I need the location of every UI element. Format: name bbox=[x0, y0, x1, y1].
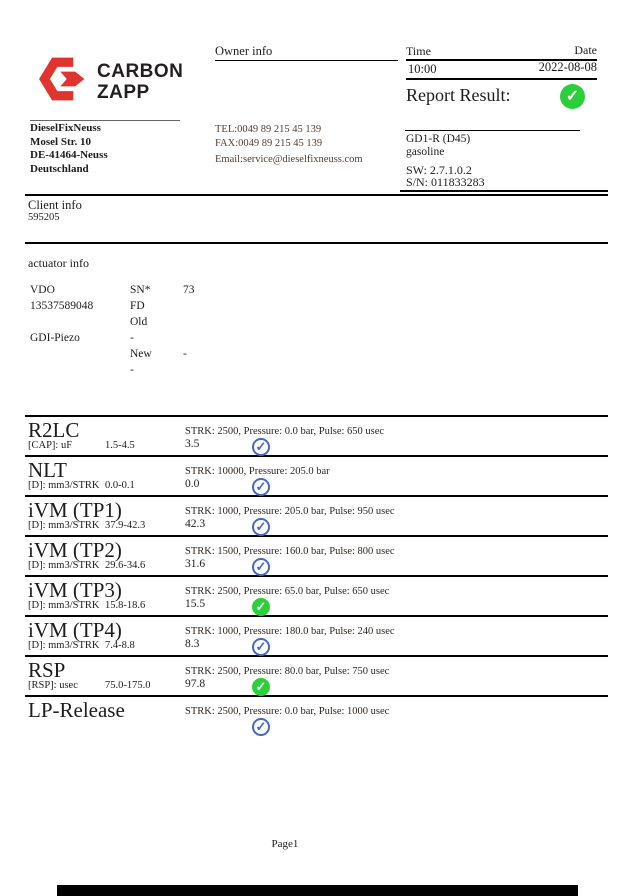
test-value: 0.0 bbox=[185, 478, 200, 490]
test-row bbox=[25, 537, 608, 577]
owner-name: DieselFixNeuss bbox=[30, 122, 101, 134]
actuator-col2: FD bbox=[130, 300, 145, 312]
pass-check-icon bbox=[252, 718, 270, 736]
owner-street: Mosel Str. 10 bbox=[30, 135, 92, 148]
actuator-row bbox=[30, 298, 330, 314]
actuator-info-label: actuator info bbox=[28, 256, 89, 270]
test-row bbox=[25, 617, 608, 657]
logo-wordmark: CARBON ZAPP bbox=[97, 60, 184, 103]
machine-info-bottom-line bbox=[400, 190, 608, 192]
report-result-label: Report Result: bbox=[406, 85, 511, 105]
test-value: 8.3 bbox=[185, 638, 200, 650]
test-value: 31.6 bbox=[185, 558, 206, 570]
test-parameters: STRK: 2500, Pressure: 0.0 bar, Pulse: 650 usec bbox=[185, 426, 385, 437]
test-value: 42.3 bbox=[185, 518, 206, 530]
actuator-col3: 73 bbox=[183, 284, 195, 296]
test-range: 15.8-18.6 bbox=[105, 600, 146, 611]
header-underline bbox=[406, 78, 597, 80]
owner-tel: TEL:0049 89 215 45 139 bbox=[215, 124, 322, 135]
actuator-col1: GDI-Piezo bbox=[30, 332, 80, 344]
actuator-row bbox=[30, 330, 330, 346]
client-info-label: Client info bbox=[28, 198, 82, 212]
test-row bbox=[25, 457, 608, 497]
test-name: iVM (TP1) bbox=[28, 498, 122, 522]
pass-check-icon bbox=[252, 678, 270, 696]
machine-software-version: SW: 2.7.1.0.2 bbox=[406, 163, 472, 177]
test-unit-label: [CAP]: uF bbox=[28, 440, 73, 451]
time-value: 10:00 bbox=[408, 62, 437, 76]
test-row bbox=[25, 657, 608, 697]
test-unit-label: [D]: mm3/STRK bbox=[28, 480, 100, 491]
test-range: 29.6-34.6 bbox=[105, 560, 146, 571]
test-unit-label: [D]: mm3/STRK bbox=[28, 520, 100, 531]
owner-email: Email:service@dieselfixneuss.com bbox=[215, 154, 363, 165]
test-value: 3.5 bbox=[185, 438, 200, 450]
test-name: iVM (TP4) bbox=[28, 618, 122, 642]
test-name: RSP bbox=[28, 658, 66, 682]
test-name: iVM (TP3) bbox=[28, 578, 122, 602]
test-name: R2LC bbox=[28, 418, 80, 442]
machine-info-top-line bbox=[405, 130, 580, 131]
test-parameters: STRK: 1500, Pressure: 160.0 bar, Pulse: 800 usec bbox=[185, 546, 395, 557]
pass-check-icon bbox=[252, 478, 270, 496]
actuator-col3: - bbox=[183, 348, 187, 360]
time-label: Time bbox=[406, 44, 431, 58]
test-row bbox=[25, 697, 608, 747]
test-name: LP-Release bbox=[28, 698, 125, 722]
test-parameters: STRK: 10000, Pressure: 205.0 bar bbox=[185, 466, 330, 477]
client-id: 595205 bbox=[28, 212, 60, 223]
test-range: 7.4-8.8 bbox=[105, 640, 135, 651]
actuator-row bbox=[30, 346, 330, 362]
test-parameters: STRK: 2500, Pressure: 0.0 bar, Pulse: 1000 usec bbox=[185, 706, 390, 717]
machine-model: GD1-R (D45) bbox=[406, 133, 471, 145]
test-row bbox=[25, 417, 608, 457]
page-number: Page1 bbox=[271, 838, 299, 850]
test-parameters: STRK: 1000, Pressure: 205.0 bar, Pulse: 950 usec bbox=[185, 506, 395, 517]
test-value: 15.5 bbox=[185, 598, 206, 610]
date-label: Date bbox=[574, 43, 597, 57]
report-result-check-icon bbox=[560, 84, 585, 109]
owner-country: Deutschland bbox=[30, 162, 89, 175]
test-parameters: STRK: 2500, Pressure: 80.0 bar, Pulse: 750 usec bbox=[185, 666, 390, 677]
actuator-col2: - bbox=[130, 364, 134, 376]
machine-serial-number: S/N: 011833283 bbox=[406, 175, 485, 189]
test-row bbox=[25, 497, 608, 537]
client-section-bottom-line bbox=[25, 242, 608, 244]
bottom-bar bbox=[57, 885, 578, 896]
actuator-grid bbox=[30, 282, 330, 378]
actuator-col1: 13537589048 bbox=[30, 300, 94, 312]
test-range: 75.0-175.0 bbox=[105, 680, 151, 691]
actuator-row bbox=[30, 282, 330, 298]
pass-check-icon bbox=[252, 598, 270, 616]
test-range: 37.9-42.3 bbox=[105, 520, 146, 531]
test-name: NLT bbox=[28, 458, 67, 482]
test-row bbox=[25, 577, 608, 617]
test-parameters: STRK: 2500, Pressure: 65.0 bar, Pulse: 650 usec bbox=[185, 586, 390, 597]
machine-fuel-type: gasoline bbox=[406, 146, 445, 158]
pass-check-icon bbox=[252, 518, 270, 536]
pass-check-icon bbox=[252, 638, 270, 656]
test-range: 0.0-0.1 bbox=[105, 480, 135, 491]
owner-fax: FAX:0049 89 215 45 139 bbox=[215, 138, 323, 149]
test-unit-label: [D]: mm3/STRK bbox=[28, 560, 100, 571]
pass-check-icon bbox=[252, 558, 270, 576]
actuator-col2: New bbox=[130, 348, 152, 360]
carbon-zapp-logo bbox=[38, 54, 183, 109]
actuator-col2: - bbox=[130, 332, 134, 344]
pass-check-icon bbox=[252, 438, 270, 456]
owner-address bbox=[30, 122, 108, 176]
actuator-row bbox=[30, 314, 330, 330]
date-value: 2022-08-08 bbox=[538, 60, 597, 74]
owner-city: DE-41464-Neuss bbox=[30, 149, 108, 161]
carbon-zapp-logo-icon bbox=[38, 54, 90, 109]
test-value: 97.8 bbox=[185, 678, 206, 690]
test-rows bbox=[25, 415, 608, 747]
test-parameters: STRK: 1000, Pressure: 180.0 bar, Pulse: 240 usec bbox=[185, 626, 395, 637]
test-unit-label: [D]: mm3/STRK bbox=[28, 640, 100, 651]
test-unit-label: [RSP]: usec bbox=[28, 680, 78, 691]
test-name: iVM (TP2) bbox=[28, 538, 122, 562]
client-section-top-line bbox=[25, 194, 608, 196]
owner-info-underline bbox=[215, 60, 398, 61]
actuator-row bbox=[30, 362, 330, 378]
test-unit-label: [D]: mm3/STRK bbox=[28, 600, 100, 611]
actuator-col2: SN* bbox=[130, 284, 151, 296]
owner-info-label: Owner info bbox=[215, 44, 273, 58]
owner-address-divider bbox=[30, 120, 180, 121]
actuator-col2: Old bbox=[130, 316, 148, 328]
test-range: 1.5-4.5 bbox=[105, 440, 135, 451]
actuator-col1: VDO bbox=[30, 284, 55, 296]
